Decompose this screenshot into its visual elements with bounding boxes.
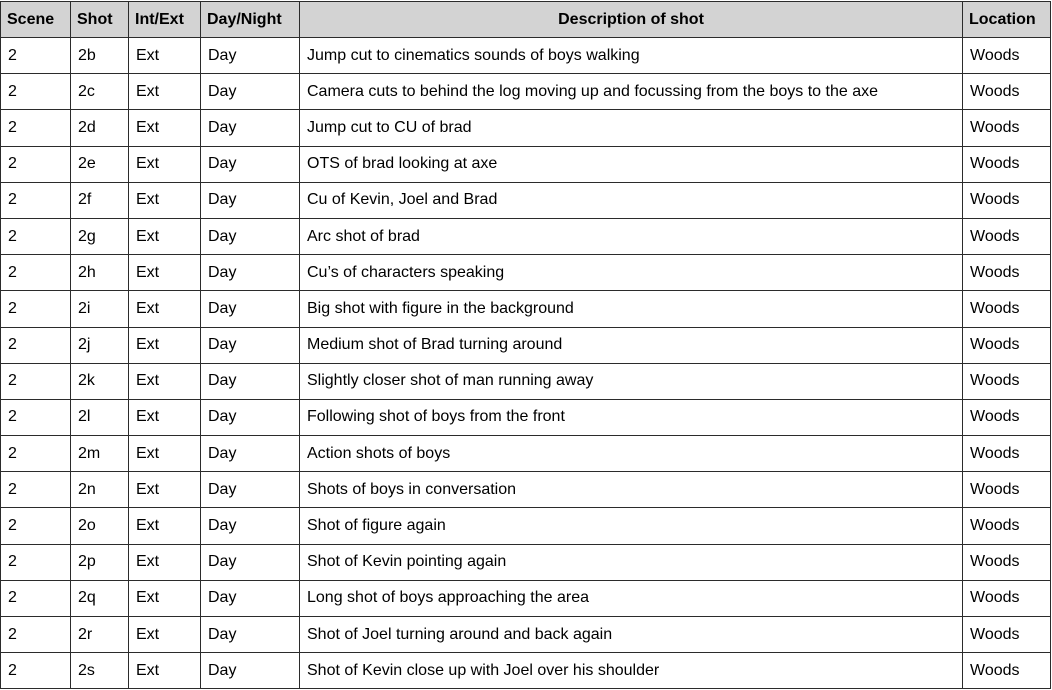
table-row <box>1 291 1051 327</box>
cell-int-ext: Ext <box>129 508 201 544</box>
cell-day-night: Day <box>201 255 300 291</box>
cell-day-night: Day <box>201 110 300 146</box>
cell-day-night: Day <box>201 580 300 616</box>
cell-day-night: Day <box>201 472 300 508</box>
cell-day-night: Day <box>201 617 300 653</box>
cell-int-ext: Ext <box>129 291 201 327</box>
cell-shot: 2f <box>71 182 129 218</box>
cell-int-ext: Ext <box>129 580 201 616</box>
cell-scene: 2 <box>1 653 71 689</box>
table-row <box>1 580 1051 616</box>
header-description: Description of shot <box>300 2 963 38</box>
cell-scene: 2 <box>1 38 71 74</box>
cell-day-night: Day <box>201 38 300 74</box>
cell-scene: 2 <box>1 363 71 399</box>
table-row <box>1 508 1051 544</box>
cell-shot: 2k <box>71 363 129 399</box>
table-row <box>1 182 1051 218</box>
table-row <box>1 617 1051 653</box>
cell-int-ext: Ext <box>129 544 201 580</box>
cell-location: Woods <box>963 363 1051 399</box>
cell-day-night: Day <box>201 653 300 689</box>
shot-list-table <box>0 1 1051 689</box>
cell-day-night: Day <box>201 218 300 254</box>
cell-scene: 2 <box>1 399 71 435</box>
cell-scene: 2 <box>1 182 71 218</box>
cell-location: Woods <box>963 255 1051 291</box>
cell-scene: 2 <box>1 617 71 653</box>
cell-scene: 2 <box>1 146 71 182</box>
cell-shot: 2m <box>71 436 129 472</box>
cell-shot: 2p <box>71 544 129 580</box>
cell-description: Jump cut to cinematics sounds of boys walking <box>300 38 963 74</box>
cell-location: Woods <box>963 580 1051 616</box>
cell-shot: 2g <box>71 218 129 254</box>
cell-day-night: Day <box>201 508 300 544</box>
table-row <box>1 399 1051 435</box>
cell-day-night: Day <box>201 327 300 363</box>
cell-scene: 2 <box>1 436 71 472</box>
cell-shot: 2l <box>71 399 129 435</box>
cell-shot: 2n <box>71 472 129 508</box>
cell-description: Cu of Kevin, Joel and Brad <box>300 182 963 218</box>
cell-description: Shot of Kevin pointing again <box>300 544 963 580</box>
cell-location: Woods <box>963 399 1051 435</box>
table-body <box>1 38 1051 689</box>
cell-int-ext: Ext <box>129 110 201 146</box>
table-row <box>1 363 1051 399</box>
cell-description: Long shot of boys approaching the area <box>300 580 963 616</box>
cell-description: OTS of brad looking at axe <box>300 146 963 182</box>
cell-location: Woods <box>963 544 1051 580</box>
header-location: Location <box>963 2 1051 38</box>
cell-description: Jump cut to CU of brad <box>300 110 963 146</box>
header-int-ext: Int/Ext <box>129 2 201 38</box>
cell-day-night: Day <box>201 436 300 472</box>
cell-int-ext: Ext <box>129 436 201 472</box>
cell-location: Woods <box>963 508 1051 544</box>
cell-scene: 2 <box>1 110 71 146</box>
cell-location: Woods <box>963 291 1051 327</box>
table-header-row <box>1 2 1051 38</box>
cell-shot: 2h <box>71 255 129 291</box>
table-row <box>1 110 1051 146</box>
cell-description: Big shot with figure in the background <box>300 291 963 327</box>
header-shot: Shot <box>71 2 129 38</box>
cell-int-ext: Ext <box>129 363 201 399</box>
cell-location: Woods <box>963 653 1051 689</box>
cell-description: Shot of Kevin close up with Joel over his shoulder <box>300 653 963 689</box>
cell-day-night: Day <box>201 291 300 327</box>
cell-scene: 2 <box>1 255 71 291</box>
table-row <box>1 255 1051 291</box>
cell-location: Woods <box>963 182 1051 218</box>
cell-description: Action shots of boys <box>300 436 963 472</box>
header-scene: Scene <box>1 2 71 38</box>
cell-shot: 2s <box>71 653 129 689</box>
cell-location: Woods <box>963 146 1051 182</box>
table-row <box>1 146 1051 182</box>
table-row <box>1 653 1051 689</box>
table-row <box>1 218 1051 254</box>
cell-location: Woods <box>963 218 1051 254</box>
cell-description: Shot of figure again <box>300 508 963 544</box>
cell-shot: 2e <box>71 146 129 182</box>
cell-int-ext: Ext <box>129 218 201 254</box>
cell-scene: 2 <box>1 508 71 544</box>
cell-scene: 2 <box>1 544 71 580</box>
header-day-night: Day/Night <box>201 2 300 38</box>
table-row <box>1 436 1051 472</box>
cell-description: Cu’s of characters speaking <box>300 255 963 291</box>
cell-int-ext: Ext <box>129 182 201 218</box>
cell-day-night: Day <box>201 399 300 435</box>
cell-location: Woods <box>963 617 1051 653</box>
cell-location: Woods <box>963 327 1051 363</box>
table-row <box>1 327 1051 363</box>
cell-int-ext: Ext <box>129 38 201 74</box>
table-row <box>1 38 1051 74</box>
cell-description: Camera cuts to behind the log moving up and focussing from the boys to the axe <box>300 74 963 110</box>
cell-location: Woods <box>963 38 1051 74</box>
cell-day-night: Day <box>201 544 300 580</box>
cell-scene: 2 <box>1 291 71 327</box>
cell-scene: 2 <box>1 74 71 110</box>
cell-shot: 2q <box>71 580 129 616</box>
cell-int-ext: Ext <box>129 653 201 689</box>
cell-shot: 2d <box>71 110 129 146</box>
cell-day-night: Day <box>201 74 300 110</box>
cell-int-ext: Ext <box>129 255 201 291</box>
cell-shot: 2c <box>71 74 129 110</box>
cell-int-ext: Ext <box>129 617 201 653</box>
cell-int-ext: Ext <box>129 74 201 110</box>
cell-int-ext: Ext <box>129 327 201 363</box>
cell-description: Medium shot of Brad turning around <box>300 327 963 363</box>
cell-scene: 2 <box>1 580 71 616</box>
cell-shot: 2b <box>71 38 129 74</box>
cell-shot: 2j <box>71 327 129 363</box>
cell-shot: 2o <box>71 508 129 544</box>
cell-description: Shot of Joel turning around and back again <box>300 617 963 653</box>
cell-int-ext: Ext <box>129 472 201 508</box>
cell-day-night: Day <box>201 363 300 399</box>
table-row <box>1 472 1051 508</box>
cell-location: Woods <box>963 74 1051 110</box>
cell-description: Shots of boys in conversation <box>300 472 963 508</box>
cell-day-night: Day <box>201 146 300 182</box>
cell-description: Slightly closer shot of man running away <box>300 363 963 399</box>
cell-scene: 2 <box>1 327 71 363</box>
cell-location: Woods <box>963 472 1051 508</box>
cell-description: Following shot of boys from the front <box>300 399 963 435</box>
cell-shot: 2i <box>71 291 129 327</box>
table-row <box>1 74 1051 110</box>
table-row <box>1 544 1051 580</box>
cell-int-ext: Ext <box>129 399 201 435</box>
cell-description: Arc shot of brad <box>300 218 963 254</box>
cell-int-ext: Ext <box>129 146 201 182</box>
cell-shot: 2r <box>71 617 129 653</box>
cell-day-night: Day <box>201 182 300 218</box>
cell-location: Woods <box>963 436 1051 472</box>
cell-scene: 2 <box>1 472 71 508</box>
cell-location: Woods <box>963 110 1051 146</box>
cell-scene: 2 <box>1 218 71 254</box>
